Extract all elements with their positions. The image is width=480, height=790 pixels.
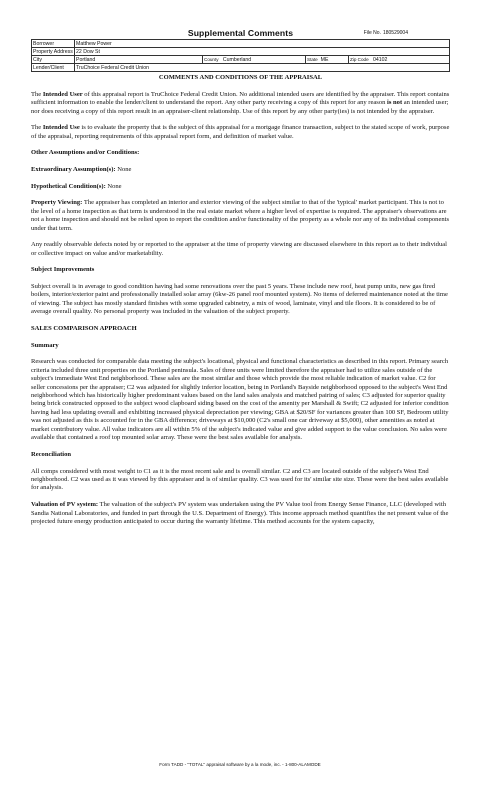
state-label: State <box>307 56 318 62</box>
summary-heading: Summary <box>31 341 59 349</box>
hypothetical-condition-line <box>31 183 450 191</box>
subject-improvements-heading: Subject Improvements <box>31 266 95 274</box>
address-value: 22 Dow St <box>75 48 450 56</box>
reconciliation-paragraph: All comps considered with most weight to C1 as it is the most recent sale and is overall similar. C2 and C3 are located outside of the subject's West End neighborhood. C2 was used as it was viewed by this appraiser and is of similar quality. C3 was used for its' similar site size. These were the best sales available for analysis. <box>31 467 449 492</box>
intended-user-term: Intended User <box>42 90 83 98</box>
county-cell <box>203 56 306 64</box>
hypothetical-condition-label: Hypothetical Condition(s): <box>31 182 106 190</box>
state-value: ME <box>320 56 329 63</box>
zip-value: 04102 <box>372 56 388 63</box>
property-viewing-text: The appraiser has completed an interior and exterior viewing of the subject similar to that of the 'typical' market participant. This is not to the level of a home inspection as that term is understood in the real estate market where a higher level of expertise is required. The appraiser's observations are not a home inspection and should not be relied upon to report the condition and/or functionality of the property as a whole nor any of its individual components under that term. <box>31 199 449 232</box>
reconciliation-heading: Reconciliation <box>31 450 72 458</box>
intended-user-paragraph <box>31 91 450 116</box>
extraordinary-assumption-line <box>31 166 450 174</box>
property-viewing-label: Property Viewing: <box>31 199 83 207</box>
defects-paragraph: Any readily observable defects noted by or reported to the appraiser at the time of property viewing are discussed elsewhere in this report as to their individual or collective impact on value and/or marketability. <box>31 241 447 257</box>
intended-user-text-1: of this appraisal report is TruChoice Federal Credit Union. No additional intended users are identified by the appraiser. This report contains sufficient information to enable the lender/client to understand the report. Any other party receiving a copy of this report for any reason <box>31 90 450 107</box>
lender-value: TruChoice Federal Credit Union <box>75 64 450 72</box>
form-header <box>31 28 450 39</box>
property-info-table <box>31 39 450 72</box>
other-assumptions-heading: Other Assumptions and/or Conditions: <box>31 149 140 157</box>
intended-use-text: is to evaluate the property that is the subject of this appraisal for a mortgage finance transaction, subject to the stated scope of work, purpose of the appraisal, reporting requirements of this appraisal report form, and definition of market value. <box>31 124 450 140</box>
pv-system-label: Valuation of PV system: <box>31 501 99 509</box>
city-label: City <box>32 56 75 64</box>
file-value: 180529004 <box>382 30 408 36</box>
form-footer: Form TADD - "TOTAL" appraisal software by a la mode, inc. - 1-800-ALAMODE <box>159 762 321 767</box>
zip-label: Zip Code <box>350 56 369 62</box>
state-cell <box>306 56 349 64</box>
is-not-term: is not <box>387 99 403 107</box>
text-the: The <box>31 124 42 132</box>
intended-user-text-2: an intended user; nor does receiving a copy of this report result in an appraiser-client relationship. Use of this report by any other party(ies) is not intended by the appraiser. <box>31 99 449 115</box>
intended-use-paragraph <box>31 124 450 141</box>
comments-body <box>31 74 450 526</box>
form-title: Supplemental Comments <box>187 28 294 38</box>
comments-title: COMMENTS AND CONDITIONS OF THE APPRAISAL <box>158 74 323 81</box>
county-value: Cumberland <box>222 56 252 63</box>
appraisal-page <box>31 28 450 526</box>
borrower-label: Borrower <box>32 40 75 48</box>
hypothetical-condition-value: None <box>105 182 122 190</box>
lender-label: Lender/Client <box>32 64 75 72</box>
file-number <box>362 30 408 36</box>
property-viewing-paragraph <box>31 199 450 233</box>
zip-cell <box>349 56 450 64</box>
pv-system-paragraph <box>31 501 450 526</box>
subject-improvements-paragraph: Subject overall is in average to good condition having had some renovations over the past 5 years. These include new roof, heat pump units, new gas fired boilers, interior/exterior paint and professionally installed solar array (6kw-26 panel roof mounted system). No items of deferred maintenance noted at the time of viewing. The subject has mostly standard finishes with some upgraded cabinetry, a mix of wood, laminate, vinyl and tile floors. It is considered to be of average overall quality. No personal property was included in the valuation of the subject property. <box>31 282 448 316</box>
extraordinary-assumption-value: None <box>115 165 132 173</box>
extraordinary-assumption-label: Extraordinary Assumption(s): <box>31 165 116 173</box>
text-the: The <box>31 90 42 98</box>
summary-paragraph: Research was conducted for comparable data meeting the subject's locational, physical and functional characteristics as described in this report. Primary search criteria included three unit properties on the Portland peninsula. Sales of three units were limited therefore the appraiser had to utilize sales outside of the subject's immediate West End neighborhood. These sales are the most similar and those which provide the most reliable indication of market value. C2 for seller concessions per the appraiser; C2 was adjusted for slightly inferior location, being in Portland's Bayside neighborhood opposed to the subject's West End neighborhood which has historically higher predominant values based on the land sales analysis and matched pairing of sales; C3 adjusted for superior quality being brick constructed opposed to the subject wood clapboard siding based on the cost of the amenity per Marshall & Swift; C2 adjusted for inferior condition having had less updating overall and exhibiting increased physical depreciation per viewing; GBA at $20/SF for variances greater than 100 SF, Bedroom utility was not adjusted as this is accounted for in the GBA difference; driveways at $10,000 (C2's small one car driveway at $5,000), other amenities as noted at market contributory value. All value indicators are all within 5% of the subject's indicated value and give added support to the value conclusion. No sales were available that contained a roof top mounted solar array. These were the best sales available for analysis. <box>31 358 449 442</box>
county-label: County <box>204 56 219 62</box>
intended-use-term: Intended Use <box>42 124 80 132</box>
city-value: Portland <box>75 56 203 64</box>
borrower-value: Matthew Power <box>75 40 450 48</box>
sales-comparison-heading: SALES COMPARISON APPROACH <box>31 324 137 332</box>
pv-system-text: The valuation of the subject's PV system was undertaken using the PV Value tool from Energy Sense Finance, LLC (developed with Sandia National Laboratories, and funded in part through the U.S. Department of Energy). This income approach method quantifies the net present value of the projected future energy production anticipated to occur during the warranty lifetime. This method accounts for the system capacity, <box>31 501 449 526</box>
file-label: File No. <box>363 30 381 36</box>
address-label: Property Address <box>33 48 73 55</box>
